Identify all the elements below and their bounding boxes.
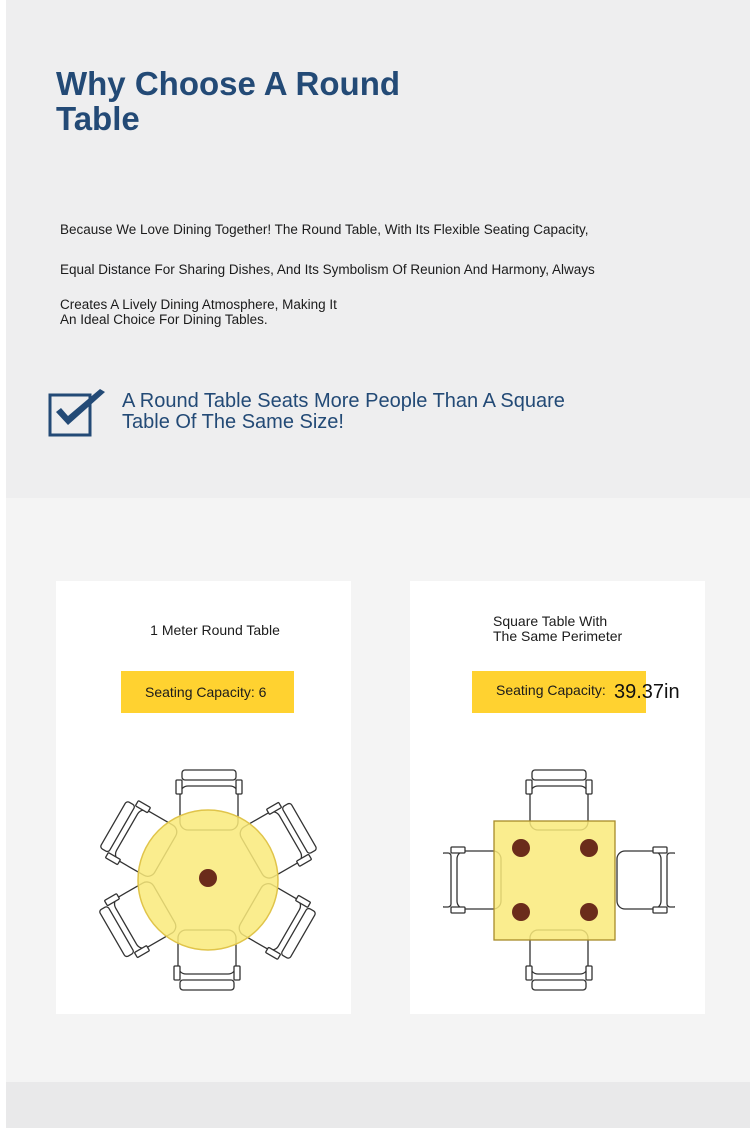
table-leg-icon — [199, 869, 217, 887]
dimension-label: 39.37in — [614, 681, 680, 703]
table-leg-icon — [512, 903, 530, 921]
round-table-diagram — [98, 766, 320, 992]
round-table-title: 1 Meter Round Table — [150, 622, 280, 638]
square-seating-text: Seating Capacity: — [496, 682, 606, 698]
round-seating-text: Seating Capacity: 6 — [145, 684, 267, 700]
square-table-diagram — [443, 766, 675, 992]
footer-strip — [6, 1082, 750, 1128]
intro-line-1: Because We Love Dining Together! The Round Table, With Its Flexible Seating Capacity, — [60, 222, 589, 237]
chair-icon — [617, 847, 675, 913]
claim-text: A Round Table Seats More People Than A Square Table Of The Same Size! — [122, 390, 565, 433]
checkbox-checked-icon — [48, 388, 108, 440]
table-leg-icon — [580, 903, 598, 921]
intro-line-3a: Creates A Lively Dining Atmosphere, Making It — [60, 297, 337, 312]
square-table-title-line-2: The Same Perimeter — [493, 628, 623, 644]
table-leg-icon — [512, 839, 530, 857]
intro-line-2: Equal Distance For Sharing Dishes, And Its Symbolism Of Reunion And Harmony, Always — [60, 262, 595, 277]
square-tabletop — [494, 821, 615, 940]
chair-icon — [443, 847, 501, 913]
page-title: Why Choose A Round Table — [56, 65, 401, 137]
intro-line-3b: An Ideal Choice For Dining Tables. — [60, 312, 268, 327]
table-leg-icon — [580, 839, 598, 857]
square-table-title-line-1: Square Table With — [493, 613, 608, 629]
